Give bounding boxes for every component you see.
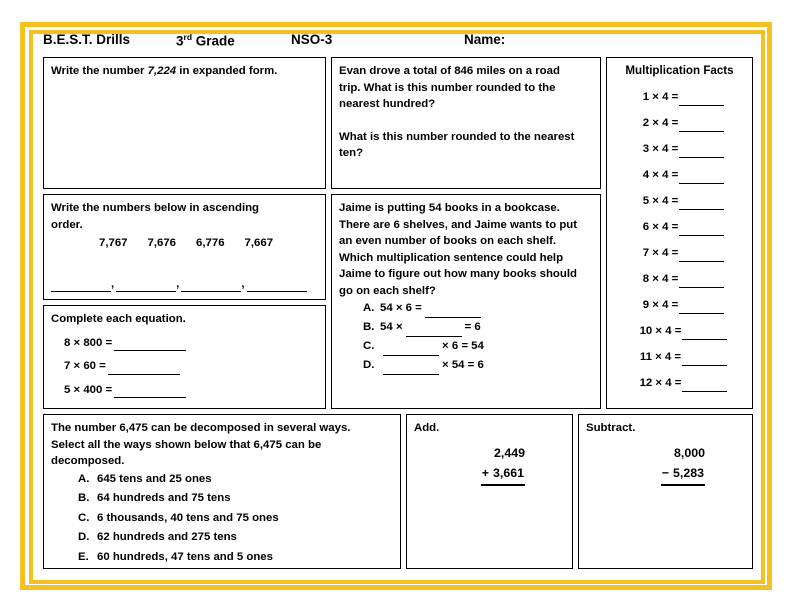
- choice-option-c[interactable]: [339, 337, 593, 356]
- choice-option-c[interactable]: [51, 509, 393, 529]
- multiplication-facts-title: Multiplication Facts: [625, 64, 734, 77]
- fact-text: 2 × 4 =: [642, 117, 679, 129]
- jaime-line5: Jaime to figure out how many books should: [339, 268, 577, 280]
- answer-blank[interactable]: [679, 302, 724, 314]
- ascending-number: 7,667: [244, 237, 274, 249]
- answer-blank[interactable]: [679, 224, 724, 236]
- choice-option-d[interactable]: [51, 528, 393, 548]
- fact-row: [614, 297, 745, 314]
- spacer: [339, 113, 593, 129]
- jaime-line4: Which multiplication sentence could help: [339, 251, 564, 264]
- blank-separator: ,: [176, 277, 180, 290]
- fact-row: [614, 271, 745, 288]
- answer-blank[interactable]: [116, 279, 176, 292]
- rounding-line5: ten?: [339, 147, 364, 159]
- equations-prompt: Complete each equation.: [51, 313, 186, 325]
- worksheet-content: [43, 32, 753, 572]
- choice-post: × 54 = 6: [442, 359, 484, 371]
- choice-text: 60 hundreds, 47 tens and 5 ones: [97, 550, 273, 563]
- answer-blank[interactable]: [679, 94, 724, 106]
- worksheet-header: [43, 32, 753, 54]
- answer-blank[interactable]: [114, 338, 186, 351]
- prompt-text-after: in expanded form.: [176, 65, 278, 77]
- fact-text: 5 × 4 =: [642, 195, 679, 207]
- problem-box-decompose: [43, 414, 401, 569]
- addend-top: 2,449: [493, 445, 525, 460]
- minus-sign-icon: −: [661, 465, 669, 480]
- equation-row: [51, 358, 318, 375]
- answer-blank[interactable]: [383, 362, 439, 375]
- name-field-label: Name:: [464, 32, 506, 47]
- rounding-line1: Evan drove a total of 846 miles on a road: [339, 65, 560, 77]
- expanded-form-number: 7,224: [147, 65, 177, 77]
- problem-box-addition: [406, 414, 573, 569]
- problem-box-complete-equations: [43, 305, 326, 409]
- answer-blank[interactable]: [682, 380, 727, 392]
- jaime-line6: go on each shelf?: [339, 284, 436, 297]
- ascending-prompt-line2: order.: [51, 218, 83, 231]
- choice-text: 62 hundreds and 275 tens: [97, 531, 237, 543]
- equation-row: [51, 382, 318, 399]
- answer-blank[interactable]: [679, 172, 724, 184]
- choice-label: D.: [78, 531, 90, 543]
- choice-label: B.: [363, 321, 375, 333]
- ascending-answer-blanks[interactable]: [51, 276, 307, 293]
- equation-text: 5 × 400 =: [64, 383, 113, 396]
- subtraction-label: Subtract.: [586, 422, 636, 434]
- choice-post: = 6: [464, 321, 481, 333]
- ascending-number-list: [51, 235, 318, 252]
- choice-option-b[interactable]: [51, 489, 393, 509]
- answer-blank[interactable]: [425, 305, 481, 318]
- choice-text: 64 hundreds and 75 tens: [97, 492, 231, 504]
- subtraction-vertical-problem: [586, 443, 745, 486]
- subtrahend-row: [661, 463, 705, 486]
- choice-text: 645 tens and 25 ones: [97, 472, 212, 485]
- fact-row: [614, 219, 745, 236]
- problem-box-subtraction: [578, 414, 753, 569]
- equation-text: 7 × 60 =: [64, 360, 106, 372]
- fact-text: 10 × 4 =: [639, 325, 682, 337]
- choice-option-d[interactable]: [339, 356, 593, 375]
- problem-box-rounding: [331, 57, 601, 189]
- fact-row: [614, 89, 745, 106]
- fact-text: 12 × 4 =: [639, 377, 682, 389]
- choice-label: A.: [363, 302, 375, 314]
- decompose-choice-list: [51, 470, 393, 568]
- answer-blank[interactable]: [406, 324, 462, 337]
- answer-blank[interactable]: [51, 279, 111, 292]
- fact-text: 6 × 4 =: [642, 221, 679, 233]
- ascending-number: 7,767: [99, 237, 128, 249]
- subtrahend: 5,283: [672, 465, 704, 480]
- problem-box-expanded-form: [43, 57, 326, 189]
- grade-word: Grade: [195, 33, 235, 49]
- addition-label: Add.: [414, 422, 440, 434]
- fact-row: [614, 193, 745, 210]
- prompt-text-before: Write the number: [51, 65, 148, 77]
- choice-text: 6 thousands, 40 tens and 75 ones: [97, 511, 279, 524]
- fact-text: 3 × 4 =: [642, 143, 679, 155]
- decompose-line2: Select all the ways shown below that 6,475 can be: [51, 438, 322, 451]
- answer-blank[interactable]: [679, 276, 724, 288]
- ascending-prompt-line1: Write the numbers below in ascending: [51, 202, 260, 214]
- jaime-line2: There are 6 shelves, and Jaime wants to put: [339, 218, 578, 231]
- fact-row: [614, 349, 745, 366]
- blank-separator: ,: [111, 277, 115, 290]
- answer-blank[interactable]: [682, 328, 727, 340]
- answer-blank[interactable]: [247, 279, 307, 292]
- answer-blank[interactable]: [108, 362, 180, 375]
- addition-vertical-problem: [414, 443, 565, 486]
- fact-row: [614, 115, 745, 132]
- choice-option-b[interactable]: [339, 318, 593, 337]
- answer-blank[interactable]: [679, 198, 724, 210]
- fact-row: [614, 167, 745, 184]
- fact-row: [614, 375, 745, 392]
- equation-row: [51, 335, 318, 352]
- ascending-number: 6,776: [196, 237, 225, 249]
- fact-text: 1 × 4 =: [642, 91, 679, 103]
- decompose-line3: decomposed.: [51, 455, 125, 467]
- choice-option-a[interactable]: [51, 470, 393, 490]
- answer-blank[interactable]: [679, 250, 724, 262]
- choice-post: × 6 = 54: [442, 340, 484, 352]
- rounding-line2: trip. What is this number rounded to the: [339, 81, 556, 94]
- answer-blank[interactable]: [679, 120, 724, 132]
- fact-row: [614, 141, 745, 158]
- choice-label: C.: [363, 340, 375, 352]
- jaime-line3: an even number of books on each shelf.: [339, 235, 557, 247]
- choice-label: D.: [363, 359, 375, 371]
- decompose-line1: The number 6,475 can be decomposed in several ways.: [51, 422, 351, 434]
- addend-bottom: 3,661: [492, 465, 524, 480]
- choice-label: E.: [78, 550, 89, 563]
- answer-blank[interactable]: [383, 343, 439, 356]
- rounding-line4: What is this number rounded to the nearest: [339, 130, 575, 143]
- problem-box-ascending-order: [43, 194, 326, 300]
- choice-label: B.: [78, 492, 90, 504]
- grade-number: 3: [176, 33, 184, 49]
- plus-sign-icon: +: [481, 465, 489, 480]
- answer-blank[interactable]: [679, 146, 724, 158]
- standard-code: NSO-3: [291, 32, 333, 47]
- ascending-number: 7,676: [147, 237, 177, 249]
- choice-option-a[interactable]: [339, 299, 593, 318]
- fact-row: [614, 323, 745, 340]
- worksheet-title: B.E.S.T. Drills: [43, 32, 131, 47]
- minuend: 8,000: [673, 445, 705, 460]
- choice-label: C.: [78, 511, 90, 524]
- choice-option-e[interactable]: [51, 548, 393, 568]
- fact-text: 7 × 4 =: [642, 247, 679, 259]
- fact-text: 8 × 4 =: [642, 273, 679, 285]
- expanded-form-prompt: [51, 63, 318, 80]
- answer-blank[interactable]: [682, 354, 727, 366]
- grade-level: [176, 32, 235, 49]
- rounding-line3: nearest hundred?: [339, 98, 436, 110]
- blank-separator: ,: [241, 277, 245, 290]
- problem-box-jaime-books: [331, 194, 601, 409]
- fact-row: [614, 245, 745, 262]
- fact-text: 9 × 4 =: [642, 299, 679, 311]
- jaime-choice-list: [339, 299, 593, 375]
- answer-blank[interactable]: [181, 279, 241, 292]
- choice-label: A.: [78, 472, 90, 485]
- fact-text: 11 × 4 =: [639, 351, 682, 363]
- choice-pre: 54 ×: [380, 321, 403, 333]
- addend-bottom-row: [481, 463, 525, 486]
- jaime-line1: Jaime is putting 54 books in a bookcase.: [339, 202, 560, 214]
- problem-box-multiplication-facts: [606, 57, 753, 409]
- fact-text: 4 × 4 =: [642, 169, 679, 181]
- grade-ordinal-suffix: rd: [183, 32, 193, 42]
- choice-pre: 54 × 6 =: [380, 302, 422, 314]
- equation-text: 8 × 800 =: [64, 336, 113, 349]
- answer-blank[interactable]: [114, 385, 186, 398]
